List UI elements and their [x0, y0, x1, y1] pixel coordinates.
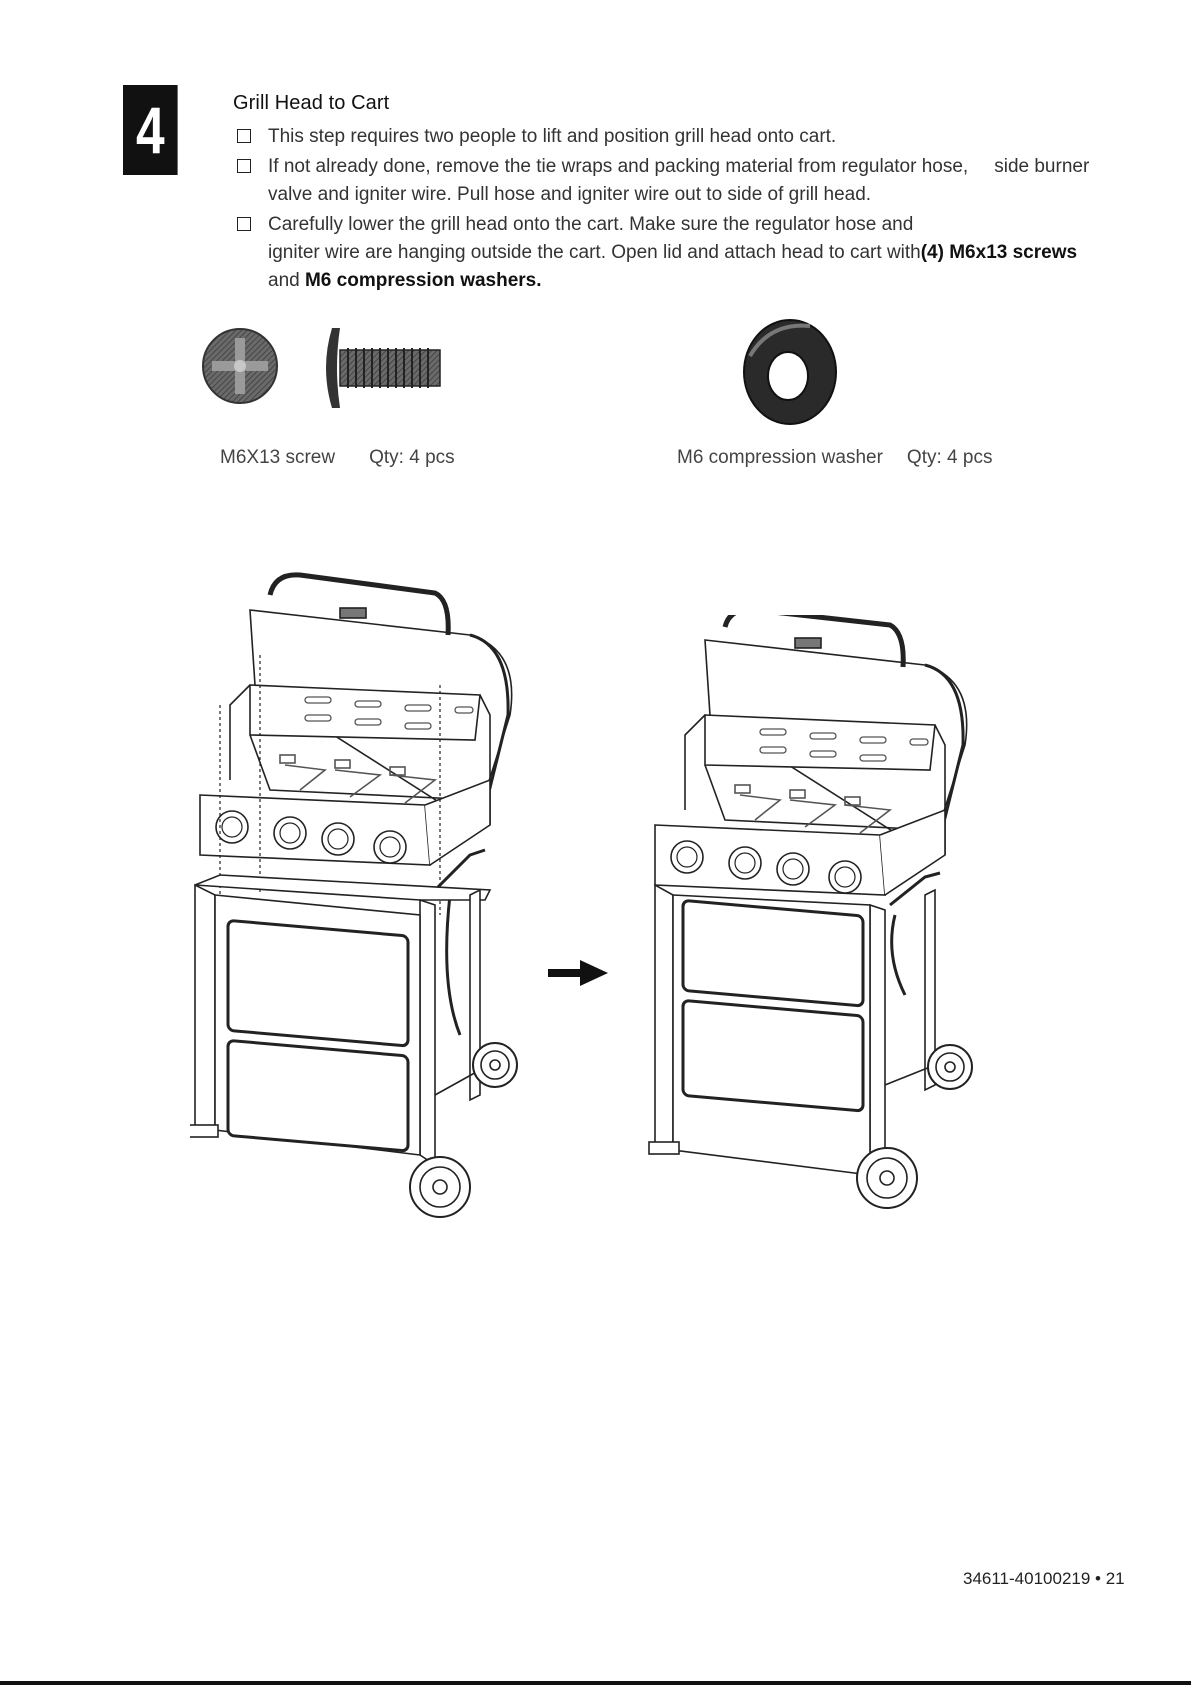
washer-spec: M6 compression washers. — [304, 270, 542, 291]
checkbox-icon — [237, 129, 251, 143]
instruction-list — [233, 123, 1133, 297]
arrow-right-icon — [548, 960, 608, 986]
screw-head-icon — [200, 326, 280, 406]
instruction-text-line: If not already done, remove the tie wraps and packing material from regulator hose, side burner — [268, 156, 1090, 177]
screw-name: M6X13 screw — [220, 447, 336, 468]
instruction-text: This step requires two people to lift and position grill head onto cart. — [268, 126, 837, 147]
instruction-text-line: valve and igniter wire. Pull hose and igniter wire out to side of grill head. — [268, 184, 872, 205]
instruction-item — [233, 123, 1133, 151]
washer-name: M6 compression washer — [677, 447, 883, 468]
washer-caption — [677, 447, 992, 469]
screw-side-icon — [318, 322, 448, 414]
instruction-text-line: Carefully lower the grill head onto the cart. Make sure the regulator hose and — [268, 214, 914, 235]
instruction-item — [233, 211, 1133, 295]
screw-qty: Qty: 4 pcs — [369, 447, 455, 468]
step-title: Grill Head to Cart — [233, 92, 390, 114]
checkbox-icon — [237, 217, 251, 231]
step-number: 4 — [135, 93, 165, 167]
washer-qty: Qty: 4 pcs — [906, 447, 993, 468]
instruction-text-line: and M6 compression washers. — [268, 270, 542, 291]
step-number-badge — [123, 85, 178, 175]
instruction-text-line: igniter wire are hanging outside the cart. Open lid and attach head to cart with(4) M6x13 screws — [268, 242, 1078, 263]
checkbox-icon — [237, 159, 251, 173]
screw-caption — [220, 447, 455, 469]
grill-after-illustration — [645, 615, 1015, 1220]
instruction-item — [233, 153, 1133, 209]
page-reference: 34611-40100219 • 21 — [963, 1569, 1125, 1588]
screw-spec: (4) M6x13 screws — [920, 242, 1078, 263]
bottom-rule — [0, 1681, 1191, 1685]
grill-before-illustration — [190, 565, 560, 1245]
compression-washer-icon — [740, 316, 840, 428]
